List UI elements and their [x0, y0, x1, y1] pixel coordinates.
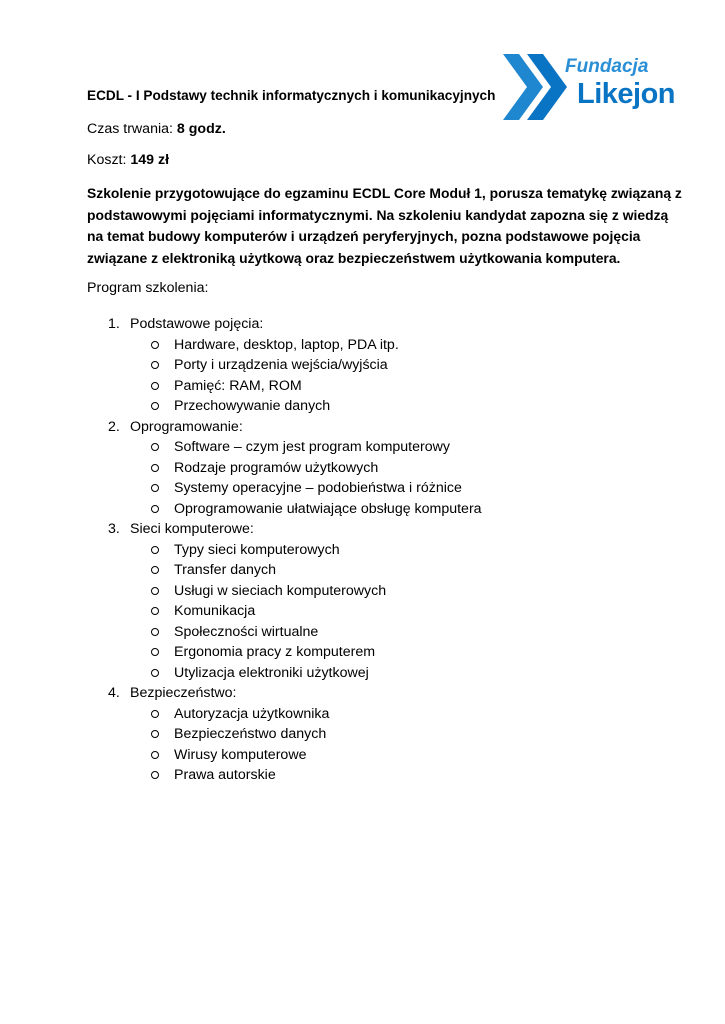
- list-item: Software – czym jest program komputerowy: [0, 439, 725, 460]
- list-item: Społeczności wirtualne: [0, 624, 725, 645]
- circle-bullet-icon: [151, 607, 159, 615]
- section-number: 1.: [108, 316, 120, 332]
- circle-bullet-icon: [151, 484, 159, 492]
- list-item: Typy sieci komputerowych: [0, 542, 725, 563]
- intro-line: Szkolenie przygotowujące do egzaminu ECDL Core Moduł 1, porusza tematykę związaną z: [87, 185, 682, 201]
- list-item: Usługi w sieciach komputerowych: [0, 583, 725, 604]
- circle-bullet-icon: [151, 628, 159, 636]
- program-label: Program szkolenia:: [87, 280, 209, 296]
- section-number: 3.: [108, 521, 120, 537]
- section-4: [0, 685, 725, 788]
- section-3: [0, 521, 725, 685]
- circle-bullet-icon: [151, 648, 159, 656]
- circle-bullet-icon: [151, 443, 159, 451]
- intro-line: na temat budowy komputerów i urządzeń peryferyjnych, pozna podstawowe pojęcia: [87, 228, 641, 244]
- section-label: Bezpieczeństwo:: [130, 685, 237, 701]
- logo-line1: Fundacja: [565, 56, 649, 77]
- duration-value: 8 godz.: [176, 121, 226, 137]
- list-item: Autoryzacja użytkownika: [0, 706, 725, 727]
- circle-bullet-icon: [151, 546, 159, 554]
- list-item: Pamięć: RAM, ROM: [0, 378, 725, 399]
- circle-bullet-icon: [151, 669, 159, 677]
- list-item: Bezpieczeństwo danych: [0, 726, 725, 747]
- intro-line: związane z elektroniką użytkową oraz bezpieczeństwem użytkowania komputera.: [87, 249, 621, 266]
- circle-bullet-icon: [151, 361, 159, 369]
- circle-bullet-icon: [151, 402, 159, 410]
- program-list: [0, 316, 725, 788]
- list-item: Hardware, desktop, laptop, PDA itp.: [0, 337, 725, 358]
- section-number: 2.: [108, 418, 120, 435]
- section-label: Podstawowe pojęcia:: [130, 316, 264, 332]
- list-item: Komunikacja: [0, 603, 725, 624]
- circle-bullet-icon: [151, 710, 159, 718]
- cost-value: 149 zł: [130, 152, 170, 168]
- chevrons-icon: [503, 54, 573, 120]
- circle-bullet-icon: [151, 771, 159, 779]
- section-label: Sieci komputerowe:: [130, 521, 254, 537]
- logo-line2: Likejon: [577, 78, 676, 110]
- intro-line: podstawowymi pojęciami informatycznymi. Na szkoleniu kandydat zapozna się z wiedzą: [87, 206, 669, 223]
- circle-bullet-icon: [151, 587, 159, 595]
- list-item: Transfer danych: [0, 562, 725, 583]
- list-item: Porty i urządzenia wejścia/wyjścia: [0, 357, 725, 378]
- section-number: 4.: [108, 685, 120, 701]
- list-item: Oprogramowanie ułatwiające obsługę komputera: [0, 501, 725, 522]
- circle-bullet-icon: [151, 730, 159, 738]
- section-1: [0, 316, 725, 419]
- cost-label: Koszt:: [87, 152, 127, 168]
- document-title: ECDL - I Podstawy technik informatycznych i komunikacyjnych: [87, 88, 496, 103]
- list-item: Prawa autorskie: [0, 767, 725, 788]
- list-item: Utylizacja elektroniki użytkowej: [0, 665, 725, 686]
- cost-line: [87, 152, 169, 168]
- list-item: Ergonomia pracy z komputerem: [0, 644, 725, 665]
- intro-paragraph: [87, 183, 682, 269]
- circle-bullet-icon: [151, 566, 159, 574]
- duration-label: Czas trwania:: [87, 121, 173, 137]
- fundacja-likejon-logo: [503, 52, 693, 128]
- circle-bullet-icon: [151, 505, 159, 513]
- list-item: Systemy operacyjne – podobieństwa i różnice: [0, 480, 725, 501]
- section-label: Oprogramowanie:: [130, 418, 243, 435]
- section-2: [0, 419, 725, 522]
- circle-bullet-icon: [151, 464, 159, 472]
- circle-bullet-icon: [151, 751, 159, 759]
- circle-bullet-icon: [151, 382, 159, 390]
- duration-line: [87, 121, 226, 137]
- list-item: Przechowywanie danych: [0, 398, 725, 419]
- list-item: Rodzaje programów użytkowych: [0, 460, 725, 481]
- list-item: Wirusy komputerowe: [0, 747, 725, 768]
- circle-bullet-icon: [151, 341, 159, 349]
